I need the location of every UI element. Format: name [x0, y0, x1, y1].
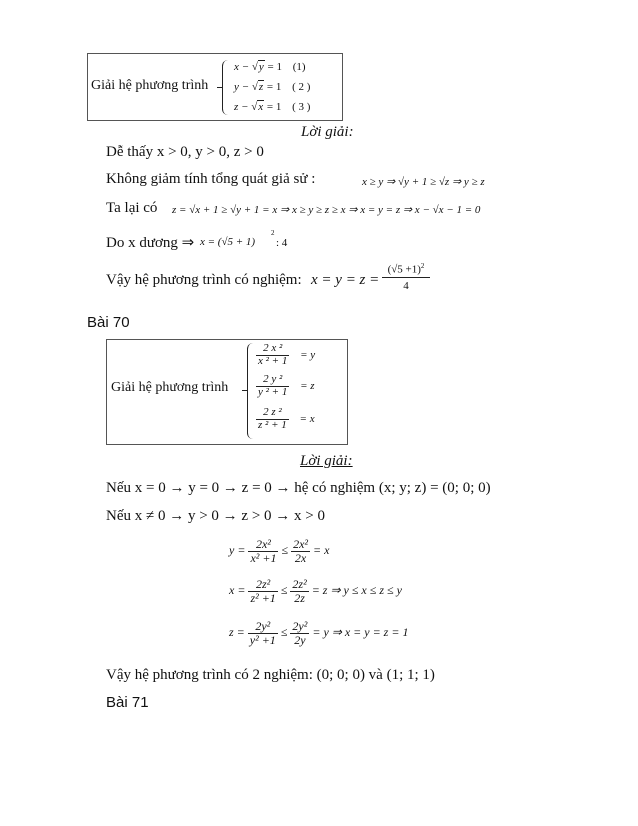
- eq1-lhs: x −: [234, 61, 252, 73]
- system-70-eq-2: [256, 374, 315, 398]
- eq1-tag: (1): [292, 61, 306, 73]
- derivation-1-num1: 2x²: [248, 538, 278, 552]
- line-positive-x-exponent: 2: [271, 229, 275, 237]
- line-also-math: z = √x + 1 ≥ √y + 1 = x ⇒ x ≥ y ≥ z ≥ x ⇒ x = y = z ⇒ x − √x − 1 = 0: [172, 204, 481, 216]
- eq70-2-num: 2 y ²: [256, 374, 289, 387]
- eq70-1-den: x ² + 1: [258, 354, 288, 367]
- line-positive: Dễ thấy x > 0, y > 0, z > 0: [106, 144, 264, 160]
- problem-70-brace: [247, 343, 254, 439]
- eq70-3-num: 2 z ²: [256, 407, 289, 420]
- derivation-2-num2: 2z²: [292, 577, 307, 591]
- system-70-eq-3: [256, 407, 315, 431]
- derivation-3-num2: 2y²: [292, 619, 308, 633]
- derivation-1-rel: ≤: [281, 542, 289, 557]
- eq1-radicand: y: [258, 61, 264, 73]
- line-positive-x-divide: : 4: [276, 237, 288, 249]
- eq70-2-rhs: = z: [300, 379, 315, 392]
- derivation-3-lead: z =: [229, 624, 245, 639]
- eq70-2-den: y ² + 1: [258, 385, 288, 398]
- conclusion-69-numerator: $(√5 +1)^2$: [382, 262, 430, 278]
- derivation-2-rel: ≤: [280, 582, 288, 597]
- eq70-1-rhs: = y: [300, 348, 316, 361]
- eq70-1-num: 2 x ²: [256, 343, 289, 356]
- eq3-lhs: z −: [234, 101, 252, 113]
- derivation-row-1: [229, 538, 329, 564]
- eq3-tag: ( 3 ): [292, 101, 311, 113]
- eq70-3-den: z ² + 1: [258, 418, 287, 431]
- derivation-2-lead: x =: [229, 582, 246, 597]
- derivation-3-den2: 2y: [294, 632, 306, 647]
- eq2-tag: ( 2 ): [292, 81, 311, 93]
- problem-70-brace-tip: [242, 390, 247, 391]
- line-conclusion-69-math: x = y = z =: [311, 272, 380, 288]
- problem-69-label: Giải hệ phương trình: [91, 78, 209, 93]
- line-wlog-text: Không giảm tính tổng quát giả sử :: [106, 171, 316, 187]
- problem-69-brace: [222, 60, 229, 115]
- conclusion-69-denominator: 4: [403, 279, 409, 292]
- line-wlog-math: x ≥ y ⇒ √y + 1 ≥ √z ⇒ y ≥ z: [362, 176, 485, 188]
- line-positive-x-text: Do x dương ⇒: [106, 235, 195, 251]
- line-case-nonzero: Nếu x ≠ 0 → y > 0 → z > 0 → x > 0: [106, 508, 326, 524]
- line-also-text: Ta lại có: [106, 200, 158, 216]
- eq2-radicand: z: [258, 81, 264, 93]
- eq2-lhs: y −: [234, 81, 252, 93]
- eq70-3-rhs: = x: [299, 412, 315, 425]
- derivation-1-lead: y =: [229, 542, 246, 557]
- eq3-radicand: x: [258, 101, 264, 113]
- derivation-row-2: [229, 578, 402, 604]
- derivation-1-den2: 2x: [294, 550, 307, 565]
- solution-title-70: Lời giải:: [300, 453, 353, 469]
- derivation-2-den2: 2z: [294, 590, 305, 605]
- line-case-zero: Nếu x = 0 → y = 0 → z = 0 → hệ có nghiệm (x; y; z) = (0; 0; 0): [106, 480, 491, 496]
- solution-title-69: Lời giải:: [301, 124, 354, 140]
- heading-bai-71: Bài 71: [106, 694, 149, 711]
- conclusion-69-exponent: 2: [420, 262, 425, 270]
- problem-69-brace-tip: [217, 87, 222, 88]
- eq3-rhs: = 1: [264, 101, 282, 113]
- system-eq-2: y − √z = 1 ( 2 ): [234, 81, 311, 93]
- derivation-row-3: [229, 620, 408, 646]
- derivation-3-num1: 2y²: [248, 620, 278, 634]
- derivation-1-tail: = x: [313, 542, 330, 557]
- eq2-rhs: = 1: [264, 81, 282, 93]
- derivation-3-rel: ≤: [280, 624, 288, 639]
- derivation-2-den1: z² +1: [250, 590, 276, 605]
- derivation-2-tail: = z ⇒ y ≤ x ≤ z ≤ y: [311, 582, 402, 597]
- system-eq-1: x − √y = 1 (1): [234, 61, 306, 73]
- problem-70-label: Giải hệ phương trình: [111, 380, 229, 395]
- conclusion-69-fraction: [382, 262, 430, 292]
- derivation-3-den1: y² +1: [249, 632, 276, 647]
- derivation-2-num1: 2z²: [248, 578, 277, 592]
- derivation-1-num2: 2x²: [293, 537, 308, 551]
- line-positive-x-math: x = (√5 + 1): [200, 236, 256, 248]
- system-70-eq-1: [256, 343, 315, 367]
- derivation-1-den1: x² +1: [250, 550, 277, 565]
- system-eq-3: z − √x = 1 ( 3 ): [234, 101, 311, 113]
- derivation-3-tail: = y ⇒ x = y = z = 1: [312, 624, 409, 639]
- line-conclusion-70: Vậy hệ phương trình có 2 nghiệm: (0; 0; 0) và (1; 1; 1): [106, 667, 435, 683]
- eq1-rhs: = 1: [264, 61, 282, 73]
- heading-bai-70: Bài 70: [87, 314, 130, 331]
- line-conclusion-69-text: Vậy hệ phương trình có nghiệm:: [106, 272, 302, 288]
